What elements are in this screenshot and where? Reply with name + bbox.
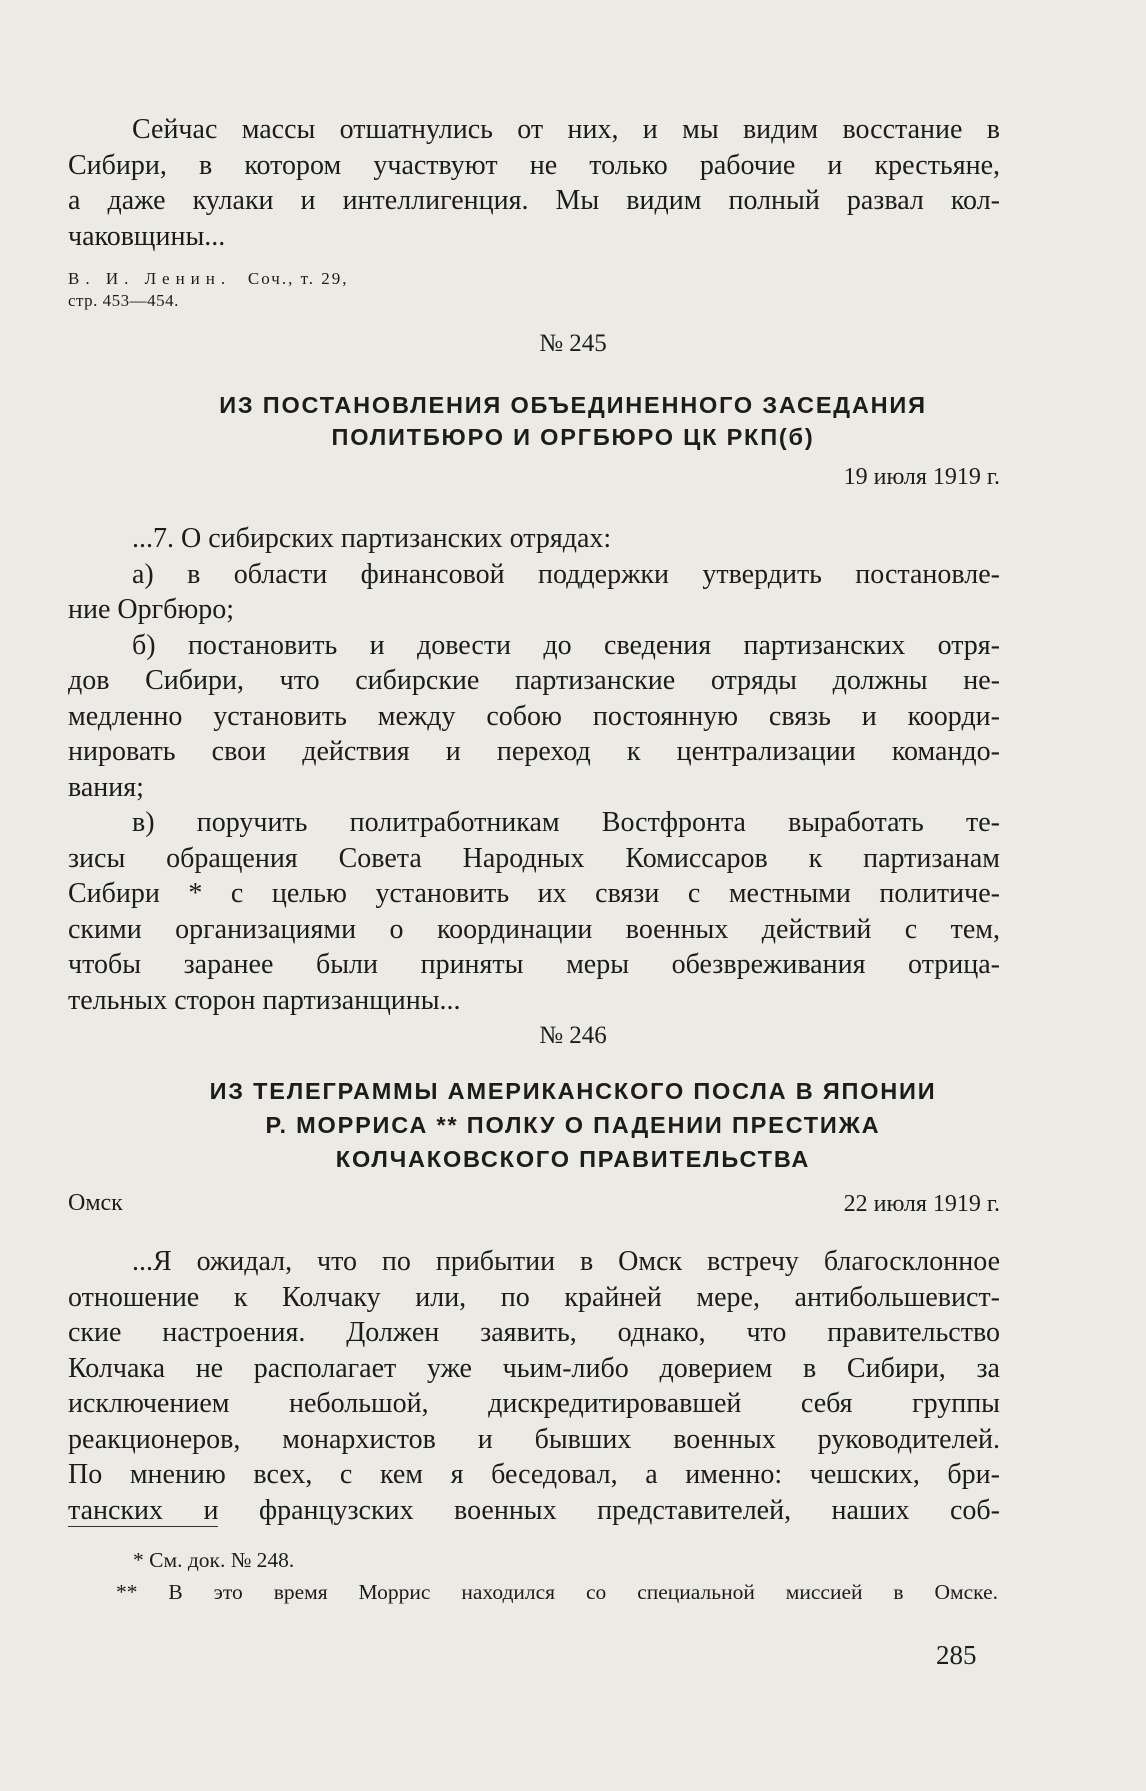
text-line: в) поручить политработникам Востфронта выработать те- — [132, 807, 1000, 838]
doc-245-title-line-2: ПОЛИТБЮРО И ОРГБЮРО ЦК РКП(б) — [331, 424, 815, 450]
text-line: зисы обращения Совета Народных Комиссаров к партизанам — [68, 842, 1000, 874]
text-line: отношение к Колчаку или, по крайней мере, антибольшевист- — [68, 1281, 1000, 1313]
text-line: ...7. О сибирских партизанских отрядах: — [132, 523, 612, 554]
doc-246-title-line-1: ИЗ ТЕЛЕГРАММЫ АМЕРИКАНСКОГО ПОСЛА В ЯПОНИИ — [209, 1078, 937, 1104]
text-line: ние Оргбюро; — [68, 594, 235, 625]
text-line: чтобы заранее были приняты меры обезвреживания отрица- — [68, 949, 1000, 980]
text-line: а даже кулаки и интеллигенция. Мы видим полный развал кол- — [68, 185, 1000, 216]
doc-245-title-line-1: ИЗ ПОСТАНОВЛЕНИЯ ОБЪЕДИНЕННОГО ЗАСЕДАНИЯ — [219, 392, 927, 418]
text-line: чаковщины... — [68, 220, 226, 252]
doc-245-paragraph — [68, 805, 1000, 1018]
doc-245-date: 19 июля 1919 г. — [843, 464, 1000, 490]
text-line: Сейчас массы отшатнулись от них, и мы видим восстание в — [132, 114, 1000, 145]
text-line: исключением небольшой, дискредитировавшей себя группы — [68, 1388, 1000, 1419]
text-line: Сибири, в котором участвуют не только рабочие и крестьяне, — [68, 149, 1000, 181]
text-line: Колчака не располагает уже чьим-либо доверием в Сибири, за — [68, 1352, 1000, 1384]
text-line: вания; — [68, 771, 144, 803]
doc-245-number: № 245 — [539, 330, 607, 357]
source-author: В. И. Ленин. — [68, 269, 232, 288]
doc-246-title-line-2: Р. МОРРИСА ** ПОЛКУ О ПАДЕНИИ ПРЕСТИЖА — [265, 1112, 881, 1138]
text-line: нировать свои действия и переход к централизации командо- — [68, 736, 1000, 767]
doc-245-body — [68, 521, 1000, 1018]
text-line: скими организациями о координации военных действий с тем, — [68, 913, 1000, 945]
doc-246-number: № 246 — [539, 1022, 607, 1049]
doc-246-date: 22 июля 1919 г. — [843, 1191, 1000, 1217]
footnote-2: ** В это время Моррис находился со специальной миссией в Омске. — [116, 1580, 998, 1604]
text-line: медленно установить между собою постоянную связь и коорди- — [68, 700, 1000, 732]
doc-246-paragraph — [68, 1244, 1000, 1528]
intro-quote-paragraph — [68, 112, 1000, 254]
page-number: 285 — [936, 1640, 977, 1670]
doc-245-paragraph — [68, 521, 1000, 557]
text-line: ские настроения. Должен заявить, однако, что правительство — [68, 1317, 1000, 1348]
source-reference: Соч., т. 29, — [247, 269, 349, 288]
text-line: реакционеров, монархистов и бывших военных руководителей. — [68, 1423, 1000, 1455]
doc-246-body — [68, 1244, 1000, 1528]
source-pages: стр. 453—454. — [68, 291, 179, 310]
text-line: а) в области финансовой поддержки утвердить постановле- — [132, 558, 1000, 590]
text-line: Сибири * с целью установить их связи с местными политиче- — [68, 878, 1000, 909]
quote-source — [68, 268, 1000, 312]
text-line: б) постановить и довести до сведения партизанских отря- — [132, 629, 1000, 661]
footnote-divider — [68, 1526, 218, 1527]
text-line: ...Я ожидал, что по прибытии в Омск встречу благосклонное — [132, 1246, 1000, 1277]
doc-246-title-line-3: КОЛЧАКОВСКОГО ПРАВИТЕЛЬСТВА — [335, 1146, 811, 1172]
text-line: По мнению всех, с кем я беседовал, а именно: чешских, бри- — [68, 1459, 1000, 1490]
doc-245-paragraph — [68, 557, 1000, 628]
text-line: дов Сибири, что сибирские партизанские отряды должны не- — [68, 665, 1000, 696]
footnote-1: * См. док. № 248. — [133, 1548, 295, 1572]
doc-245-paragraph — [68, 628, 1000, 806]
text-line: танских и французских военных представителей, наших соб- — [68, 1494, 1000, 1526]
intro-quote — [68, 112, 1000, 254]
text-line: тельных сторон партизанщины... — [68, 984, 461, 1016]
doc-246-place: Омск — [68, 1190, 123, 1216]
